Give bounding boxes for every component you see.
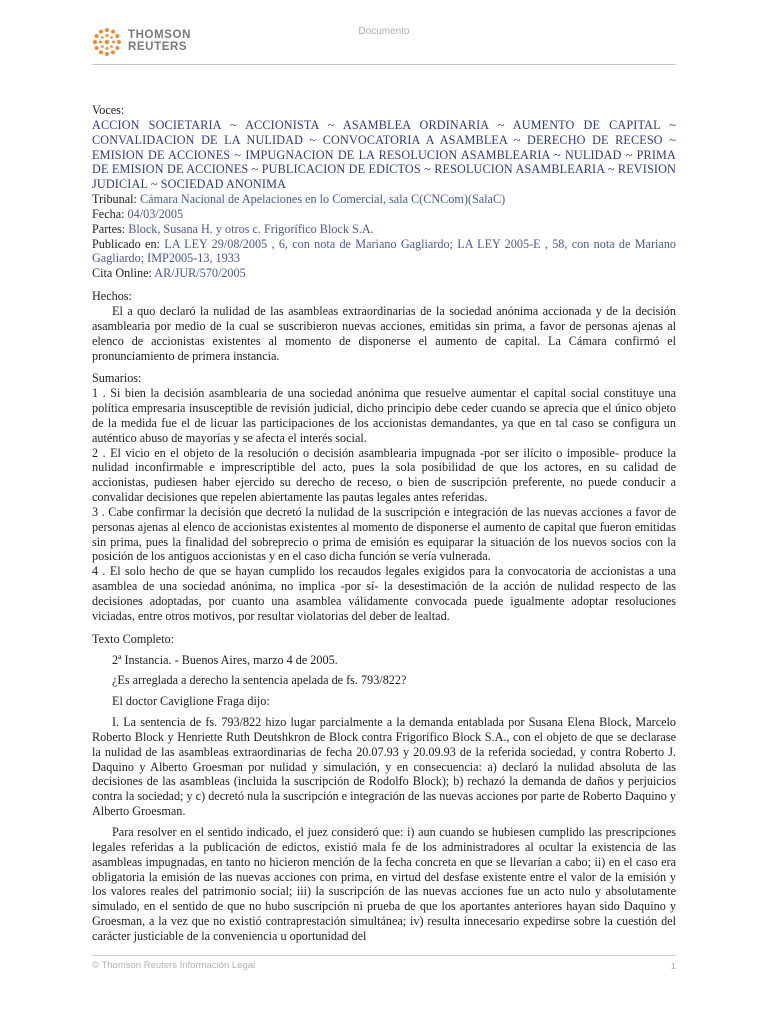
sumario-item: 4 . El solo hecho de que se hayan cumplido los recaudos legales exigidos para la convocatoria de accionistas a una asamblea de una sociedad anónima, no implica -por sí- la desestimación de la acción de nulidad respecto de las decisiones adoptadas, por cuanto una asamblea válidamente convocada puede igualmente adoptar resoluciones viciadas, entre otros motivos, por resultar violatorias del deber de lealtad. [92,564,676,623]
texto-paragraph: I. La sentencia de fs. 793/822 hizo lugar parcialmente a la demanda entablada por Susana Elena Block, Marcelo Roberto Block y Henriette Ruth Deutshkron de Block contra Frigorífico Block S.A., con el objeto de que se declarase la nulidad de las asambleas extraordinarias de fecha 20.07.93 y 20.09.93 de la referida sociedad, y contra Roberto J. Daquino y Alberto Groesman por nulidad y simulación, y en consecuencia: a) declaró la nulidad absoluta de las decisiones de las asambleas (incluida la suscripción de Rodolfo Block); b) rechazó la demanda de daños y perjuicios contra la sociedad; y c) decretó nula la suscripción e integración de las nuevas acciones por parte de Roberto Daquino y Alberto Groesman. [92,715,676,819]
cita-link[interactable]: AR/JUR/570/2005 [154,266,246,281]
texto-paragraph: El doctor Caviglione Fraga dijo: [112,694,270,709]
sumarios-label: Sumarios: [92,371,142,386]
tribunal-row [92,192,676,207]
sumario-item: 3 . Cabe confirmar la decisión que decretó la nulidad de la suscripción e integración de las nuevas acciones a favor de personas ajenas al elenco de accionistas existentes al momento de disponerse el aumento de capital que fueron emitidas sin prima, pues la finalidad del sobreprecio o prima de emisión es equiparar la situación de los nuevos socios con la posición de los antiguos accionistas y en el caso dicha función se vería vulnerada. [92,504,676,564]
document-label: Documento [358,26,410,37]
publicado-row [92,237,676,267]
texto-paragraph: ¿Es arreglada a derecho la sentencia apelada de fs. 793/822? [112,673,407,688]
sumario-item: 2 . El vicio en el objeto de la resolución o decisión asamblearia impugnada -por ser ilícito o imposible- produce la nulidad inconfirmable e imprescriptible del acto, pues la sola posibilidad de que los actores, en su calidad de accionistas, pudiesen haber ejercido su derecho de receso, o bien de suscripción preferente, no puede conducir a convalidar decisiones que repelen abiertamente las pautas legales antes referidas. [92,445,676,505]
page-header [92,22,676,65]
sumario-item: 1 . Si bien la decisión asamblearia de una sociedad anónima que resuelve aumentar el capital social constituye una política empresaria insusceptible de revisión judicial, dicho principio debe ceder cuando se aprecia que el único objeto de la medida fue el de licuar las participaciones de los accionistas demandantes, ya que en tal caso se configura un auténtico abuso de mayorías y se afecta el interés social. [92,386,676,445]
cita-label: Cita Online: [92,266,152,281]
voces-label: Voces: [92,103,125,117]
tribunal-label: Tribunal: [92,192,137,207]
hechos-text: El a quo declaró la nulidad de las asambleas extraordinarias de la sociedad anónima accionada y de la decisión asamblearia por medio de la cual se suscribieron nuevas acciones, emitidas sin prima, a favor de personas ajenas al elenco de accionistas existentes al momento de disponerse el aumento de capital. La Cámara confirmó el pronunciamiento de primera instancia. [92,303,676,363]
voces-list[interactable]: ACCION SOCIETARIA ~ ACCIONISTA ~ ASAMBLEA ORDINARIA ~ AUMENTO DE CAPITAL ~ CONVALIDACION DE LA NULIDAD ~ CONVOCATORIA A ASAMBLEA ~ DERECHO DE RECESO ~ EMISION DE ACCIONES ~ IMPUGNACION DE LA RESOLUCION ASAMBLEARIA ~ NULIDAD ~ PRIMA DE EMISION DE ACCIONES ~ PUBLICACION DE EDICTOS ~ RESOLUCION ASAMBLEARIA ~ REVISION JUDICIAL ~ SOCIEDAD ANONIMA [92,117,676,192]
page-number: 1 [670,961,676,972]
publicado-label: Publicado en: [92,236,160,251]
fecha-label: Fecha: [92,206,125,221]
logo-line-1: THOMSON [128,29,191,41]
tribunal-link[interactable]: Cámara Nacional de Apelaciones en lo Comercial, sala C(CNCom)(SalaC) [139,192,506,207]
cita-row [92,266,676,281]
texto-completo-label: Texto Completo: [92,631,175,646]
document-content [92,103,676,944]
footer-copyright: © Thomson Reuters Información Legal [92,960,256,971]
publicado-link[interactable]: LA LEY 29/08/2005 , 6, con nota de Mariano Gagliardo; LA LEY 2005-E , 58, con nota de Mariano Gagliardo; IMP2005-13, 1933 [92,236,676,266]
partes-label: Partes: [92,221,126,236]
fecha-row [92,207,676,222]
fecha-link[interactable]: 04/03/2005 [127,206,184,221]
texto-paragraph: 2ª Instancia. - Buenos Aires, marzo 4 de 2005. [112,652,338,667]
partes-link[interactable]: Block, Susana H. y otros c. Frigorífico Block S.A. [128,221,374,236]
logo-line-2: REUTERS [128,41,188,53]
texto-paragraph: Para resolver en el sentido indicado, el juez consideró que: i) aun cuando se hubiesen cumplido las prescripciones legales referidas a la publicación de edictos, existió mala fe de los administradores al ocultar la existencia de las asambleas impugnadas, en tanto no hicieron mención de la fecha concreta en que se llevarían a cabo; ii) en el caso era obligatoria la emisión de las nuevas acciones con prima, en virtud del desfase existente entre el valor de la emisión y los valores reales del patrimonio social; iii) la suscripción de las nuevas acciones fue un acto nulo y absolutamente simulado, en el sentido de que no hubo suscripción ni prueba de que los aportantes anteriores hayan sido Daquino y Groesman, a la vez que no existió contraprestación simultánea; iv) resulta innecesario expedirse sobre la cuestión del carácter justiciable de la conveniencia u oportunidad del [92,824,676,943]
page-footer [92,955,676,971]
partes-row [92,222,676,237]
hechos-label: Hechos: [92,289,132,304]
